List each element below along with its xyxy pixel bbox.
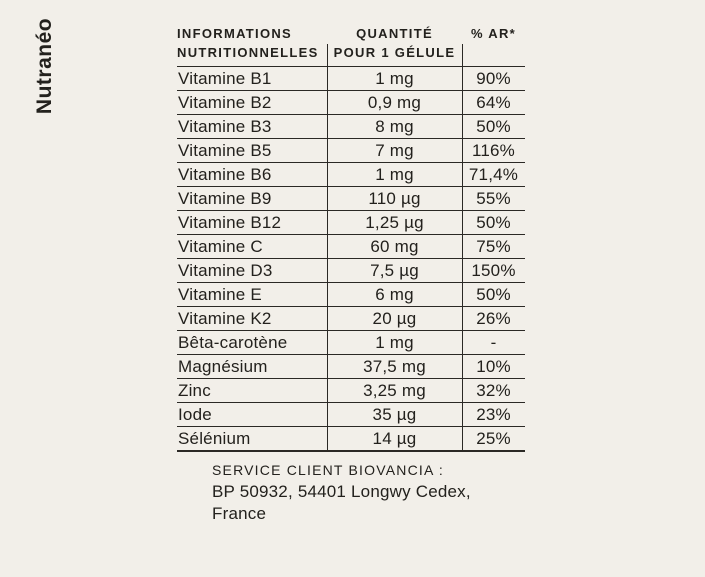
nutrient-name: Magnésium: [178, 356, 268, 376]
nutrient-quantity: 7 mg: [375, 140, 414, 160]
nutrient-name: Vitamine B5: [178, 140, 272, 160]
row-vitamine-b6: [177, 162, 525, 186]
nutrient-quantity: 60 mg: [370, 236, 419, 256]
brand-vertical-text: Nutranéo: [33, 17, 56, 115]
nutrient-name: Zinc: [178, 380, 211, 400]
nutrient-name: Vitamine B12: [178, 212, 282, 232]
nutrient-ar-percent: 23%: [476, 404, 511, 424]
nutrient-quantity: 37,5 mg: [363, 356, 426, 376]
nutrient-quantity: 8 mg: [375, 116, 414, 136]
nutrient-name: Vitamine D3: [178, 260, 273, 280]
nutrient-quantity: 6 mg: [375, 284, 414, 304]
nutrient-name: Vitamine E: [178, 284, 262, 304]
nutrient-name: Vitamine B6: [178, 164, 272, 184]
service-address: [212, 459, 471, 525]
header-informations-line1: INFORMATIONS: [177, 26, 293, 41]
header-informations-line2: NUTRITIONNELLES: [177, 45, 319, 60]
row-vitamine-b1: [177, 66, 525, 90]
row-iode: [177, 402, 525, 426]
nutrient-quantity: 1 mg: [375, 68, 414, 88]
row-vitamine-b3: [177, 114, 525, 138]
footer-address-line: BP 50932, 54401 Longwy Cedex,: [212, 482, 471, 501]
row-selenium: [177, 426, 525, 450]
header-ar-percent: % AR*: [470, 26, 517, 41]
nutrient-ar-percent: 32%: [476, 380, 511, 400]
nutrient-ar-percent: 71,4%: [468, 164, 519, 184]
row-vitamine-b5: [177, 138, 525, 162]
row-vitamine-b9: [177, 186, 525, 210]
nutrient-quantity: 110 µg: [368, 188, 421, 208]
header-quantite-line1: QUANTITÉ: [356, 26, 433, 41]
nutrient-quantity: 7,5 µg: [370, 260, 419, 280]
nutrient-quantity: 0,9 mg: [367, 92, 422, 112]
nutrient-ar-percent: 10%: [476, 356, 511, 376]
nutrient-name: Vitamine B2: [178, 92, 272, 112]
nutrient-quantity: 20 µg: [372, 308, 417, 328]
column-divider-2: [462, 44, 463, 452]
nutrient-quantity: 3,25 mg: [363, 380, 426, 400]
table-body: [177, 66, 525, 452]
row-vitamine-b12: [177, 210, 525, 234]
header-quantite-par-gelule: [327, 24, 462, 66]
row-zinc: [177, 378, 525, 402]
footer-service-client: SERVICE CLIENT BIOVANCIA :: [212, 462, 444, 478]
column-divider-1: [327, 44, 328, 452]
nutrient-name: Vitamine C: [178, 236, 263, 256]
nutrient-ar-percent: 50%: [476, 284, 511, 304]
nutrient-ar-percent: 55%: [476, 188, 511, 208]
nutrient-ar-percent: 75%: [476, 236, 511, 256]
nutrient-name: Iode: [178, 404, 212, 424]
row-vitamine-e: [177, 282, 525, 306]
nutrient-quantity: 35 µg: [372, 404, 417, 424]
nutrient-name: Vitamine B1: [178, 68, 272, 88]
nutrient-ar-percent: 50%: [476, 212, 511, 232]
row-vitamine-b2: [177, 90, 525, 114]
nutrient-quantity: 14 µg: [372, 428, 417, 448]
nutrient-ar-percent: 26%: [476, 308, 511, 328]
nutrient-ar-percent: -: [490, 332, 497, 352]
header-informations-nutritionnelles: [177, 24, 327, 66]
row-beta-carotene: [177, 330, 525, 354]
nutrient-ar-percent: 50%: [476, 116, 511, 136]
table-header: [177, 24, 525, 66]
nutrient-name: Bêta-carotène: [178, 332, 288, 352]
nutrient-ar-percent: 64%: [476, 92, 511, 112]
row-vitamine-c: [177, 234, 525, 258]
row-vitamine-k2: [177, 306, 525, 330]
nutrient-quantity: 1,25 µg: [365, 212, 424, 232]
nutrient-quantity: 1 mg: [375, 164, 414, 184]
nutrient-name: Vitamine B3: [178, 116, 272, 136]
nutrient-name: Vitamine B9: [178, 188, 272, 208]
nutrient-ar-percent: 116%: [471, 140, 516, 160]
nutrient-ar-percent: 90%: [476, 68, 511, 88]
nutrient-quantity: 1 mg: [375, 332, 414, 352]
nutrient-name: Sélénium: [178, 428, 251, 448]
header-quantite-line2: POUR 1 GÉLULE: [333, 45, 456, 60]
nutrition-table: [177, 24, 525, 452]
footer-country: France: [212, 504, 267, 523]
nutrient-ar-percent: 150%: [471, 260, 516, 280]
row-magnesium: [177, 354, 525, 378]
nutrient-ar-percent: 25%: [476, 428, 511, 448]
nutrient-name: Vitamine K2: [178, 308, 272, 328]
row-vitamine-d3: [177, 258, 525, 282]
